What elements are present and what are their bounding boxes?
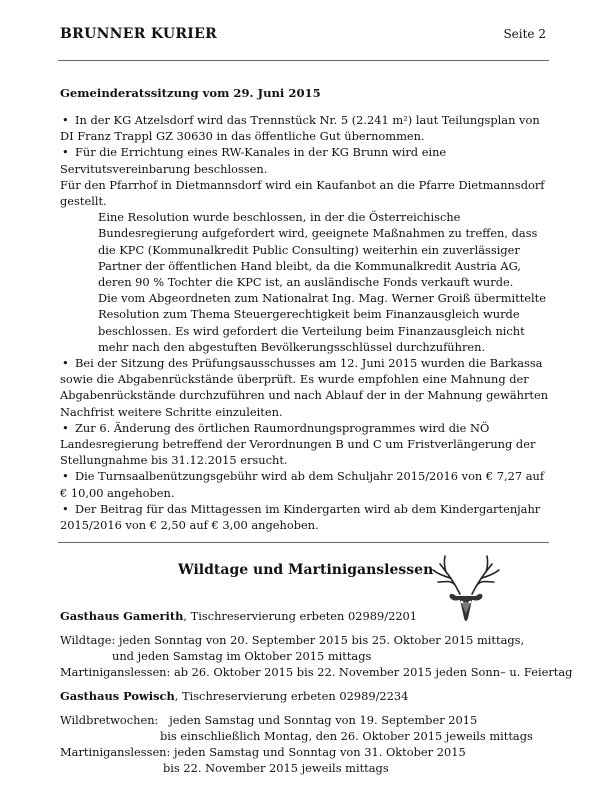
section-divider <box>58 542 549 543</box>
inn-name: Gasthaus Gamerith <box>60 609 184 623</box>
list-item: • Zur 6. Änderung des örtlichen Raumordnungsprogrammes wird die NÖ Landesregierung betreffend der Verordnungen B und C um Fristverlängerung der Stellungnahme bis 31.12.2015 ersucht. <box>60 420 550 469</box>
indented-paragraph: Eine Resolution wurde beschlossen, in der die Österreichische Bundesregierung aufgefordert wird, geeignete Maßnahmen zu treffen, dass die KPC (Kommunalkredit Public Consulting) weiterhin ein zuverlässiger Partner der öffentlichen Hand bleibt, da die Kommunalkredit Austria AG, deren 90 % Tochter die KPC ist, an ausländische Fonds verkauft wurde. <box>98 210 538 290</box>
list-item: • Der Beitrag für das Mittagessen im Kindergarten wird ab dem Kindergartenjahr 2015/2016 von € 2,50 auf € 3,00 angehoben. <box>60 501 550 533</box>
schedule-line: Martiniganslessen: jeden Samstag und Sonntag von 31. Oktober 2015 <box>60 745 466 759</box>
schedule-line: Martiniganslessen: ab 26. Oktober 2015 bis 22. November 2015 jeden Sonn– u. Feiertag <box>60 665 573 679</box>
inn-heading <box>60 688 560 704</box>
schedule-line: bis 22. November 2015 jeweils mittags <box>163 761 389 775</box>
council-meeting-body <box>60 112 550 533</box>
list-item: • Die Turnsaalbenützungsgebühr wird ab dem Schuljahr 2015/2016 von € 7,27 auf € 10,00 angehoben. <box>60 468 550 500</box>
schedule-line: und jeden Samstag im Oktober 2015 mittags <box>112 649 372 663</box>
header-divider <box>58 60 549 61</box>
inn-reservation: , Tischreservierung erbeten 02989/2201 <box>183 609 418 623</box>
game-days-title: Wildtage und Martiniganslessen <box>178 562 434 578</box>
list-item: • Für die Errichtung eines RW-Kanales in der KG Brunn wird eine Servitutsvereinbarung beschlossen. <box>60 144 550 176</box>
schedule-line: bis einschließlich Montag, den 26. Oktober 2015 jeweils mittags <box>160 729 533 743</box>
schedule-line: Wildtage: jeden Sonntag von 20. September 2015 bis 25. Oktober 2015 mittags, <box>60 633 525 647</box>
council-meeting-title: Gemeinderatssitzung vom 29. Juni 2015 <box>60 86 321 100</box>
schedule-line: Wildbretwochen: jeden Samstag und Sonntag von 19. September 2015 <box>60 713 478 727</box>
newsletter-title: BRUNNER KURIER <box>60 26 218 42</box>
paragraph: Für den Pfarrhof in Dietmannsdorf wird ein Kaufanbot an die Pfarre Dietmannsdorf gestellt. <box>60 177 545 209</box>
inn-powisch <box>60 688 560 776</box>
list-item: • In der KG Atzelsdorf wird das Trennstück Nr. 5 (2.241 m²) laut Teilungsplan von DI Franz Trappl GZ 30630 in das öffentliche Gut übernommen. <box>60 112 550 144</box>
list-item: • Bei der Sitzung des Prüfungsausschusses am 12. Juni 2015 wurden die Barkassa sowie die Abgabenrückstände überprüft. Es wurde empfohlen eine Mahnung der Abgabenrückstände durchzuführen und nach Ablauf der in der Mahnung gewährten Nachfrist weitere Schritte einzuleiten. <box>60 355 550 420</box>
indented-paragraph: Die vom Abgeordneten zum Nationalrat Ing. Mag. Werner Groiß übermittelte Resolution zum Thema Steuergerechtigkeit beim Finanzausgleich wurde beschlossen. Es wird gefordert die Verteilung beim Finanzausgleich nicht mehr nach den abgestuften Bevölkerungsschlüssel durchzuführen. <box>98 291 546 354</box>
page-number: Seite 2 <box>503 27 546 41</box>
inn-reservation: , Tischreservierung erbeten 02989/2234 <box>174 689 409 703</box>
inn-name: Gasthaus Powisch <box>60 689 175 703</box>
inn-gamerith <box>60 608 573 680</box>
inn-heading <box>60 608 560 624</box>
